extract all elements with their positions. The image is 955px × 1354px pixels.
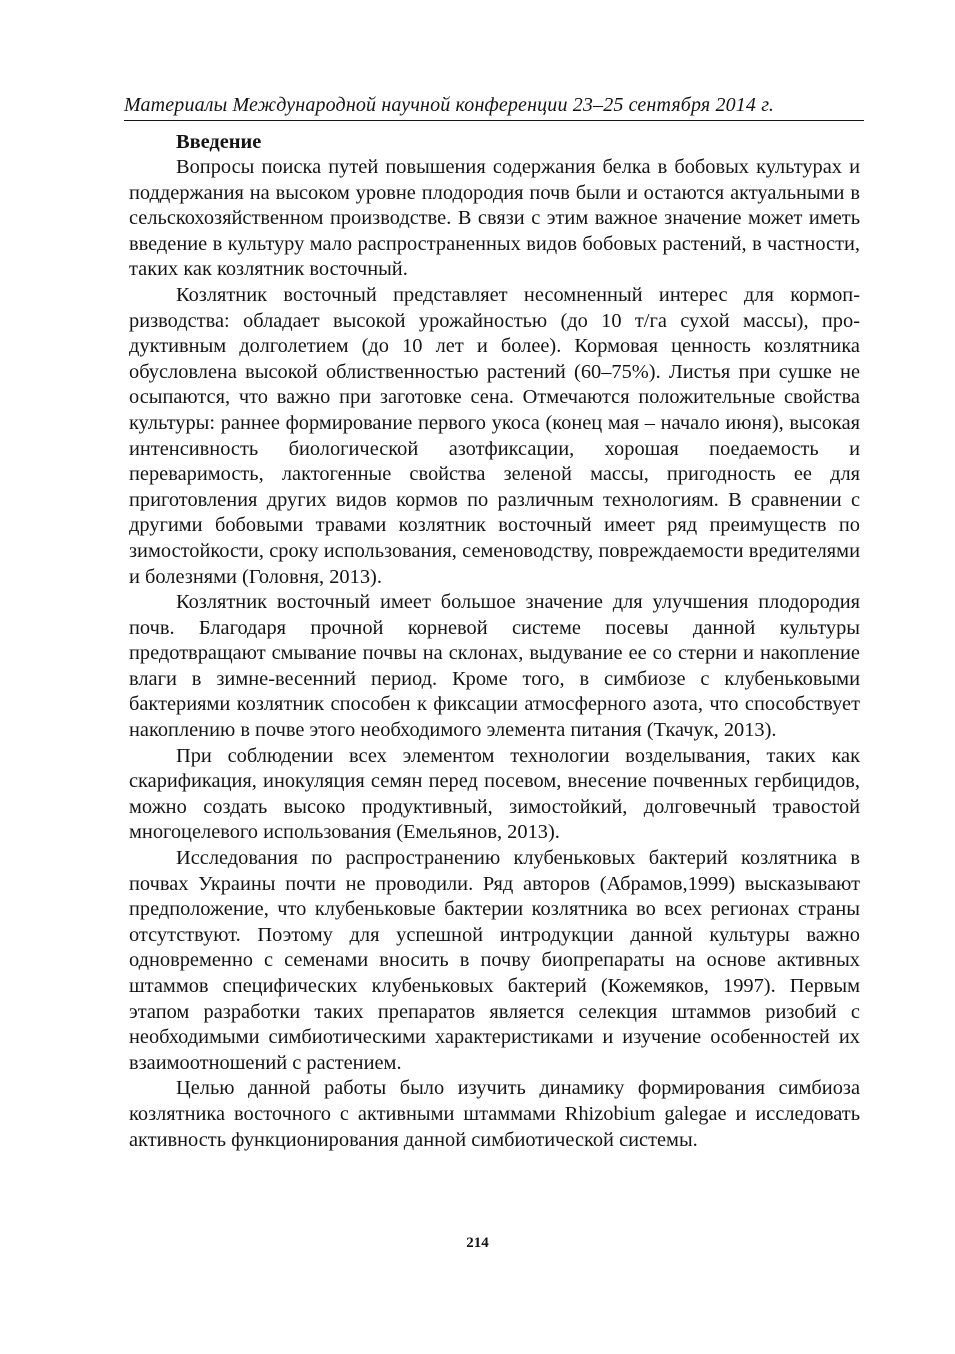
paragraph: Исследования по распространению клубеньковых бактерий козлятника в почвах Украины почти не проводили. Ряд авторов (Абрамов,1999) высказывают предположение, что клубеньковые бактерии козлятника во всех регионах страны отсутствуют. Поэтому для успешной интродукции данной культуры важно одновременно с семенами вносить в почву биопрепараты на основе активных штаммов специфических клубеньковых бактерий (Кожемяков, 1997). Первым этапом разработки таких препаратов является селекция штаммов ризобий с необходимыми симбиотическими характеристиками и изучение особенностей их взаимоотношений с растением. (129, 847, 860, 1074)
section-heading: Введение (176, 131, 262, 153)
running-header: Материалы Международной научной конференции 23–25 сентября 2014 г. (124, 94, 775, 116)
header-divider (124, 120, 864, 121)
paragraph: Козлятник восточный представляет несомненный интерес для кормопризводства: обладает высокой урожайностью (до 10 т/га сухой массы), продуктивным долголетием (до 10 лет и более). Кормовая ценность козлятника обусловлена высокой облиственностью растений (60–75%). Листья при сушке не осыпаются, что важно при заготовке сена. Отмечаются положительные свойства культуры: раннее формирование первого укоса (конец мая – начало июня), высокая интенсивность биологической азотфиксации, хорошая поедаемость и переваримость, лактогенные свойства зеленой массы, пригодность ее для приготовления других видов кормов по различным технологиям. В сравнении с другими бобовыми травами козлятник восточный имеет ряд преимуществ по зимостойкости, сроку использования, семеноводству, повреждаемости вредителями и болезнями (Головня, 2013). (129, 283, 860, 588)
page-number: 214 (466, 1235, 489, 1251)
paragraph: Козлятник восточный имеет большое значение для улучшения плодородия почв. Благодаря прочной корневой системе посевы данной культуры предотвращают смывание почвы на склонах, выдувание ее со стерни и накопление влаги в зимне-весенний период. Кроме того, в симбиозе с клубеньковыми бактериями козлятник способен к фиксации атмосферного азота, что способствует накоплению в почве этого необходимого элемента питания (Ткачук, 2013). (129, 591, 860, 742)
body-text (129, 129, 860, 1153)
paragraph: При соблюдении всех элементом технологии возделывания, таких как скарификация, инокуляция семян перед посевом, внесение почвенных гербицидов, можно создать высоко продуктивный, зимостойкий, долговечный травостой многоцелевого использования (Емельянов, 2013). (129, 744, 860, 844)
paragraph: Целью данной работы было изучить динамику формирования симбиоза козлятника восточного с активными штаммами Rhizobium galegae и исследовать активность функционирования данной симбиотической системы. (129, 1077, 860, 1151)
paragraph: Вопросы поиска путей повышения содержания белка в бобовых культурах и поддержания на высоком уровне плодородия почв были и остаются актуальными в сельскохозяйственном производстве. В связи с этим важное значение может иметь введение в культуру мало распространенных видов бобовых растений, в частности, таких как козлятник восточный. (129, 156, 860, 281)
